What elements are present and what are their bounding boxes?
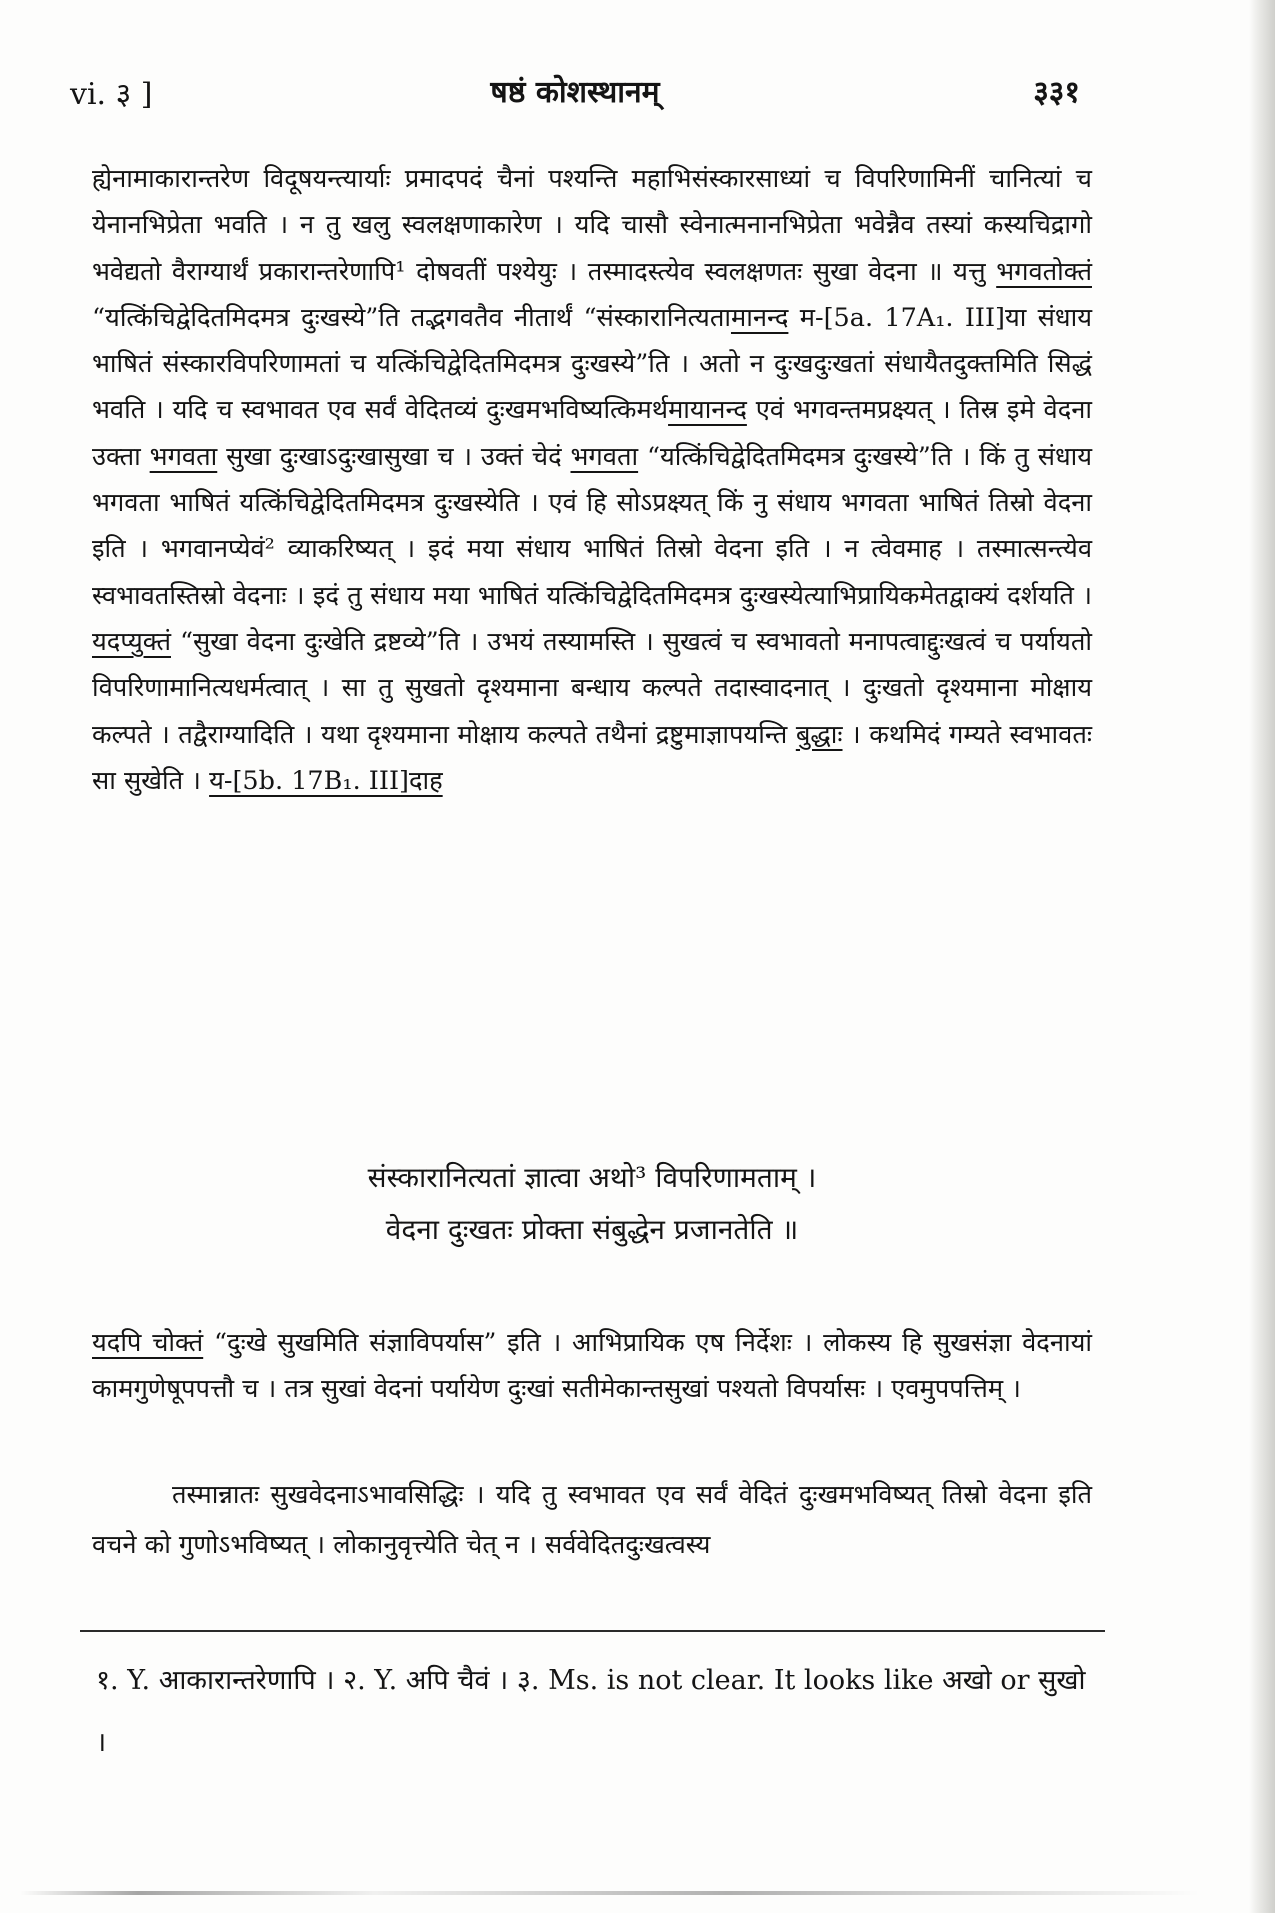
text-run: “यत्किंचिद्वेदितमिदमत्र दुःखस्ये”ति । किं तु संधाय भगवता भाषितं यत्किंचिद्वेदितमिदमत्र दुःखस्येति । एवं हि सोऽप्रक्ष्यत् किं नु संधाय भगवता भाषितं तिस्रो वेदना इति । भगवानप्येवं² व्याकरिष्यत् । इदं मया संधाय भाषितं तिस्रो वेदना इति । न त्वेवमाह । तस्मात्सन्त्येव स्वभावतस्तिस्रो वेदनाः । इदं तु संधाय मया भाषितं यत्किंचिद्वेदितमिदमत्र दुःखस्येत्याभिप्रायिकमेतद्वाक्यं दर्शयति । — [92, 441, 1093, 611]
text-run: । कथमिदं गम्यते स्वभावतः सा सुखेति । — [92, 719, 1093, 796]
footnote-divider — [80, 1630, 1105, 1632]
text-run: ह्येनामाकारान्तरेण विदूषयन्त्यार्याः प्रमादपदं चैनां पश्यन्ति महाभिसंस्कारसाध्यां च विपरिणामिनीं चानित्यां च येनानभिप्रेता भवति । न तु खलु स्वलक्षणाकारेण । यदि चासौ स्वेनात्मनानभिप्रेता भवेन्नैव तस्यां कस्यचिद्रागो भवेद्यतो वैराग्यार्थं प्रकारान्तरेणापि¹ दोषवतीं पश्येयुः । तस्मादस्त्येव स्वलक्षणतः सुखा वेदना ॥ यत्तु — [92, 164, 1092, 287]
paragraph-2 — [92, 1320, 1092, 1413]
underlined-term: यदपि चोक्तं — [92, 1328, 204, 1358]
running-title: षष्ठं कोशस्थानम् — [490, 75, 660, 110]
main-paragraph — [92, 156, 1092, 804]
text-run: म-[5a. 17A₁. III]या संधाय भाषितं संस्कारविपरिणामतां च यत्किंचिद्वेदितमिदमत्र दुःखस्ये”ति । अतो न दुःखदुःखतां संधायैतदुक्तमिति सिद्धं भवति । यदि च स्वभावत एव सर्वं वेदितव्यं दुःखमभविष्यत्किमर्थ — [92, 302, 1092, 426]
page-edge-shadow — [1249, 0, 1275, 1913]
verse-line-1: संस्कारानित्यतां ज्ञात्वा अथो³ विपरिणामताम् । — [367, 1161, 817, 1194]
text-run: सुखा दुःखाऽदुःखासुखा च । उक्तं चेदं — [226, 441, 562, 472]
footnotes: १. Y. आकारान्तरेणापि । २. Y. अपि चैवं । ३. Ms. is not clear. It looks like अखो or सुखो । — [96, 1665, 1086, 1758]
page-number: ३३१ — [1033, 75, 1080, 110]
underlined-term: भगवतोक्तं — [996, 256, 1092, 287]
scan-smudge — [20, 1891, 1200, 1895]
underlined-term: मानन्द — [730, 302, 789, 333]
underlined-term: भगवता — [149, 441, 218, 472]
second-paragraph — [92, 1320, 1092, 1413]
underlined-term: भगवता — [570, 441, 639, 472]
verse-line-2: वेदना दुःखतः प्रोक्ता संबुद्धेन प्रजानतेति ॥ — [385, 1213, 799, 1246]
text-run: “दुःखे सुखमिति संज्ञाविपर्यास” इति । आभिप्रायिक एष निर्देशः । लोकस्य हि सुखसंज्ञा वेदनायां कामगुणेषूपपत्तौ च । तत्र सुखां वेदनां पर्यायेण दुःखां सतीमेकान्तसुखां पश्यतो विपर्यासः । एवमुपपत्तिम् । — [92, 1328, 1092, 1405]
verse-block — [92, 1152, 1092, 1256]
text-run: “यत्किंचिद्वेदितमिदमत्र दुःखस्ये”ति तद्भगवतैव नीतार्थं “संस्कारानित्यता — [92, 302, 731, 333]
paragraph-3: तस्मान्नातः सुखवेदनाऽभावसिद्धिः । यदि तु स्वभावत एव सर्वं वेदितं दुःखमभविष्यत् तिस्रो वेदना इति वचने को गुणोऽभविष्यत् । लोकानुवृत्त्येति चेत् न । सर्ववेदितदुःखत्वस्य — [92, 1480, 1092, 1560]
underlined-term: बुद्धाः — [795, 719, 843, 750]
text-run: “सुखा वेदना दुःखेति द्रष्टव्ये”ति । उभयं तस्यामस्ति । सुखत्वं च स्वभावतो मनापत्वाद्दुःखत्वं च पर्यायतो विपरिणामानित्यधर्मत्वात् । सा तु सुखतो दृश्यमाना बन्धाय कल्पते तदास्वादनात् । दुःखतो दृश्यमाना मोक्षाय कल्पते । तद्वैराग्यादिति । यथा दृश्यमाना मोक्षाय कल्पते तथैनां द्रष्टुमाज्ञापयन्ति — [92, 626, 1092, 750]
chapter-reference: vi. ३ ] — [70, 77, 153, 112]
underlined-term: यदप्युक्तं — [92, 626, 171, 657]
underlined-term: मायानन्द — [668, 395, 747, 426]
running-header — [70, 66, 1080, 116]
underlined-term: य-[5b. 17B₁. III]दाह — [209, 765, 443, 796]
paragraph-1 — [92, 156, 1092, 804]
text-run: एवं भगवन्तमप्रक्ष्यत् । तिस्र इमे वेदना उक्ता — [92, 395, 1092, 472]
third-paragraph — [92, 1470, 1092, 1570]
